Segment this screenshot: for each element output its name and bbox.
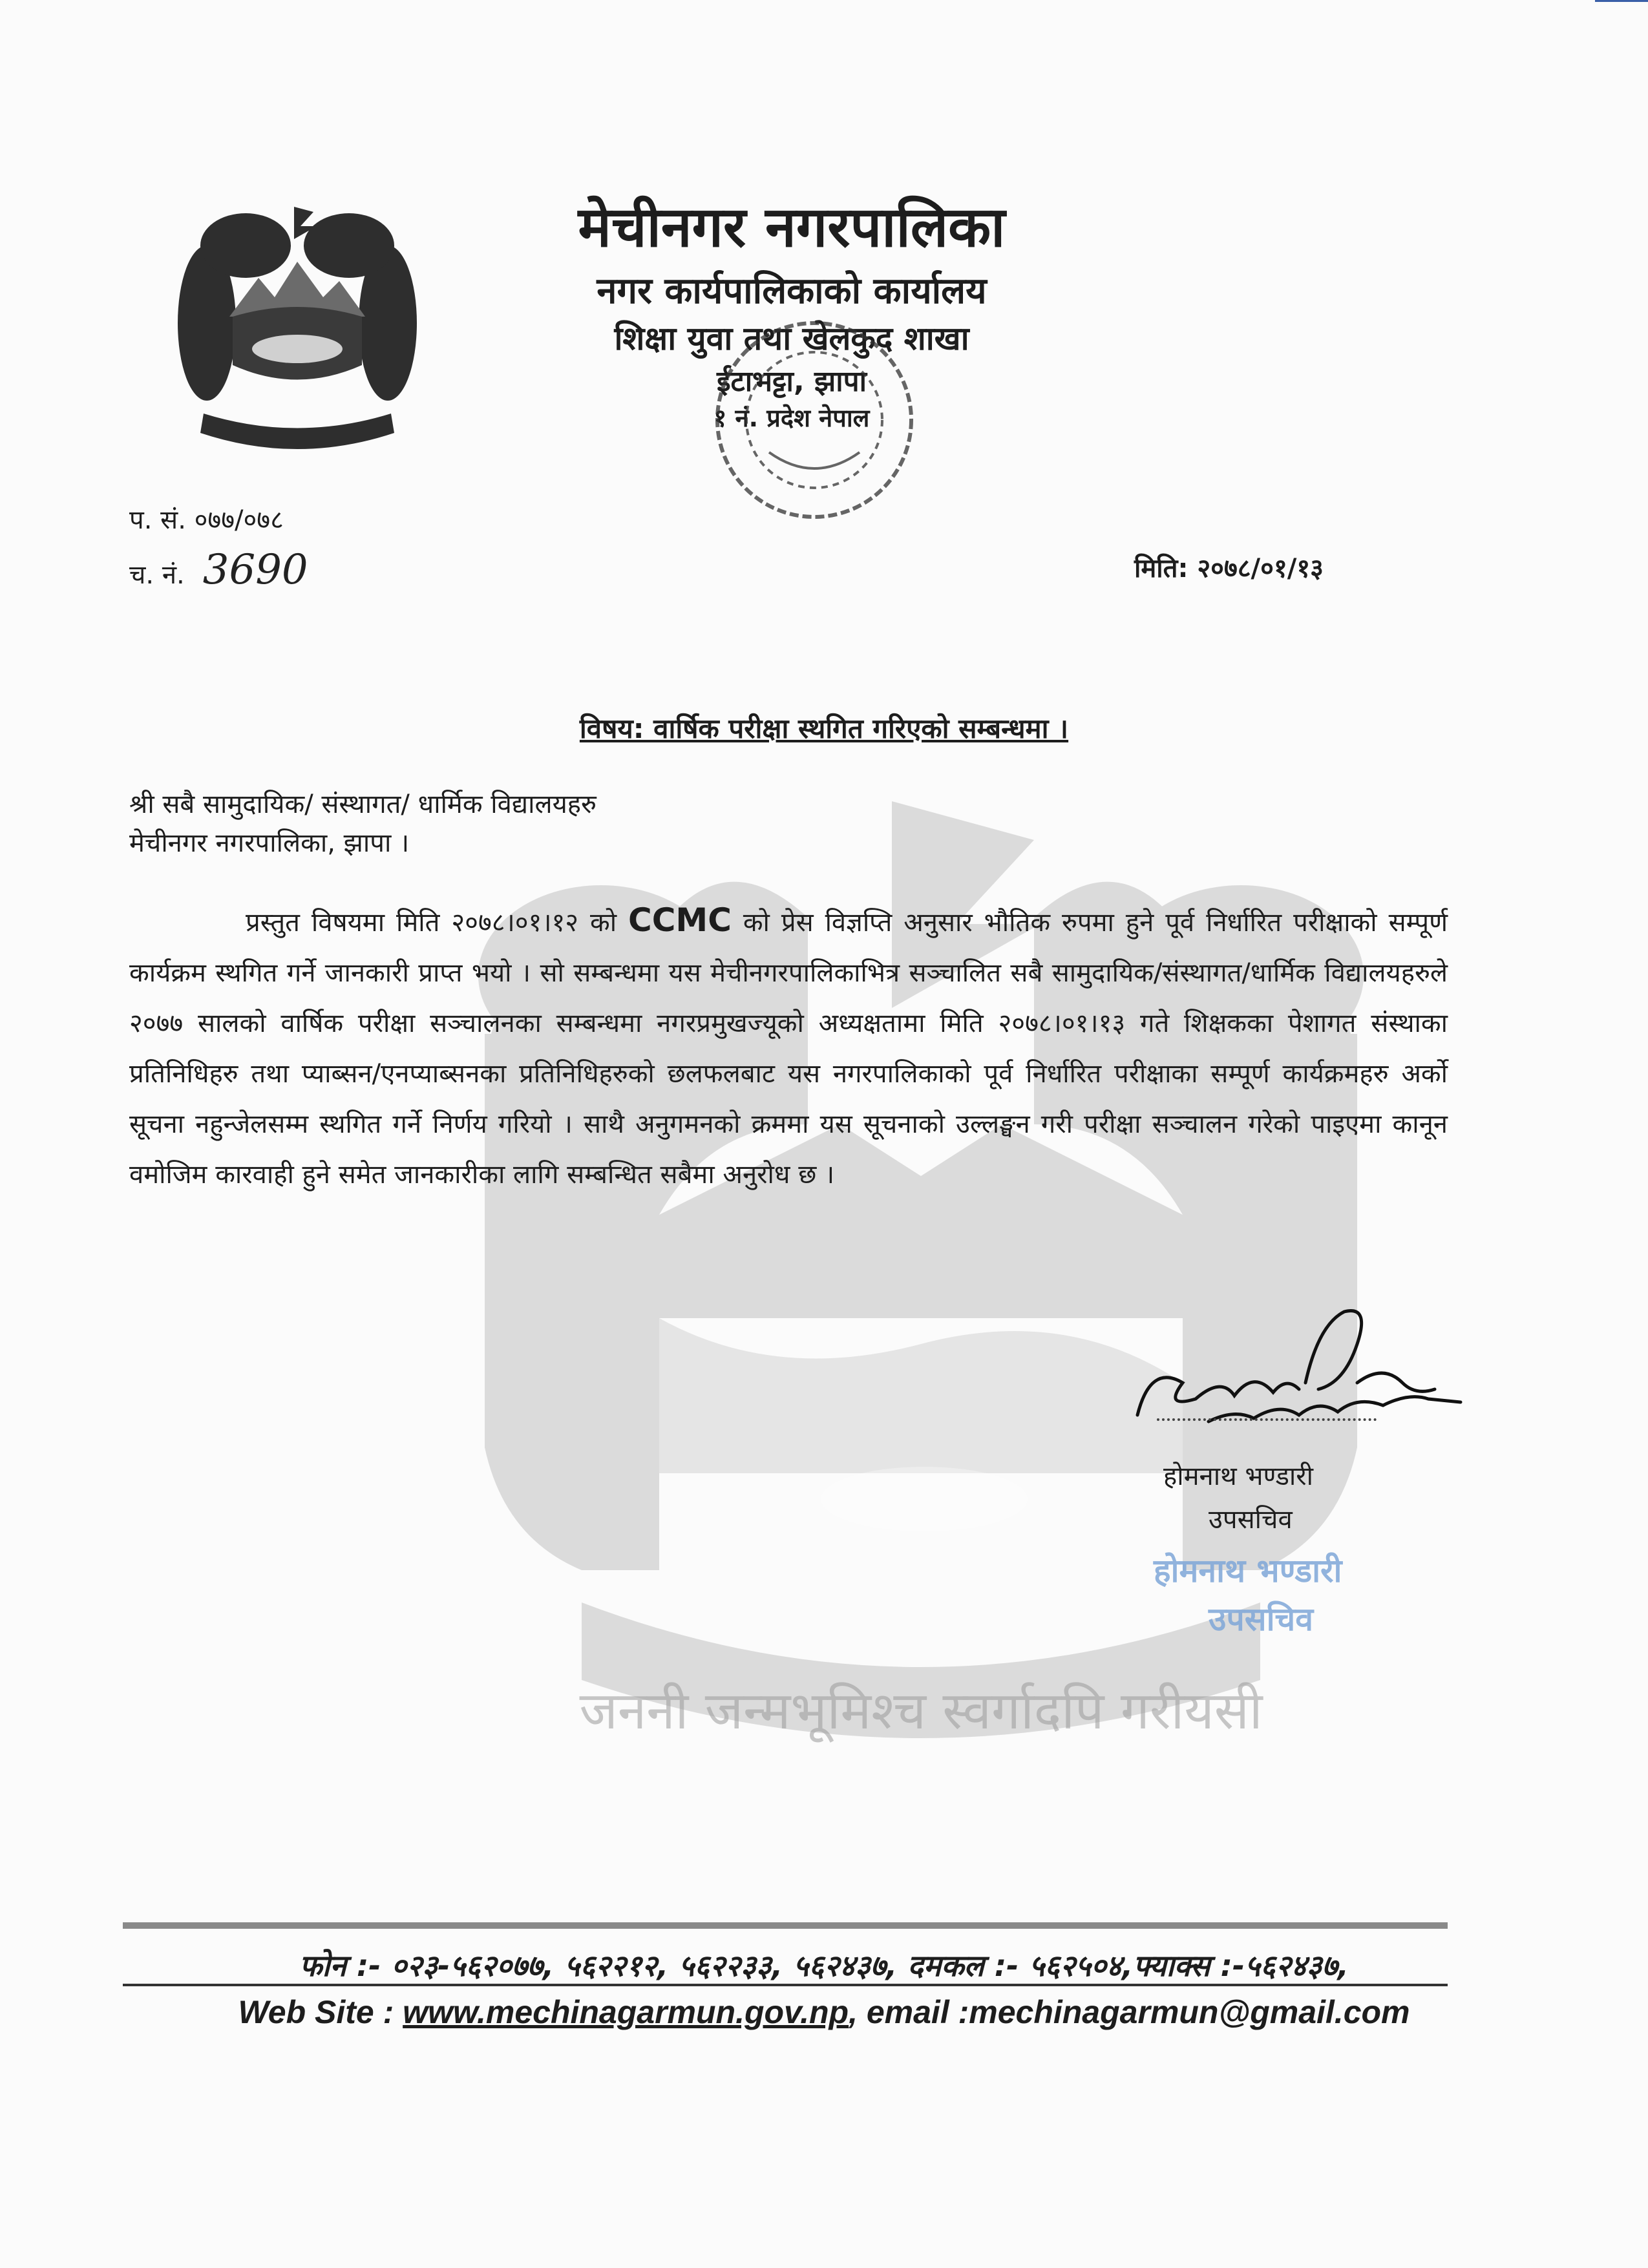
addressee-line-2: मेचीनगर नगरपालिका, झापा । xyxy=(129,828,410,858)
signatory-title: उपसचिव xyxy=(1209,1505,1293,1535)
office-name: नगर कार्यपालिकाको कार्यालय xyxy=(597,270,987,312)
body-part-1: प्रस्तुत विषयमा मिति २०७८।०१।१२ को xyxy=(246,908,629,938)
dispatch-label: च. नं. xyxy=(129,560,185,590)
website-label: Web Site : xyxy=(238,1994,403,2030)
website-link[interactable]: www.mechinagarmun.gov.np xyxy=(403,1994,849,2030)
watermark-motto: जननी जन्मभूमिश्च स्वर्गादपि गरीयसी xyxy=(579,1681,1263,1741)
letter-date: मिति: २०७८/०१/१३ xyxy=(1134,554,1324,583)
office-location: ईटाभट्टा, झापा xyxy=(716,365,867,398)
signature-line xyxy=(1157,1418,1377,1421)
email-text: , email :mechinagarmun@gmail.com xyxy=(849,1994,1410,2030)
body-part-2: को प्रेस विज्ञप्ति अनुसार भौतिक रुपमा हुने पूर्व निर्धारित परीक्षाको सम्पूर्ण कार्यक्रम स्थगित गर्ने जानकारी प्राप्त भयो । सो सम्बन्धमा यस मेचीनगरपालिकाभित्र सञ्चालित सबै सामुदायिक/संस्थागत/धार्मिक विद्यालयहरुले २०७७ सालको वार्षिक परीक्षा सञ्चालनका सम्बन्धमा नगरप्रमुखज्यूको अध्यक्षतामा मिति २०७८।०१।१३ गते शिक्षकका पेशागत संस्थाका प्रतिनिधिहरु तथा प्याब्सन/एनप्याब्सनका प्रतिनिधिहरुको छलफलबाट यस नगरपालिकाको पूर्व निर्धारित परीक्षाका सम्पूर्ण कार्यक्रमहरु अर्को सूचना नहुन्जेलसम्म स्थगित गर्ने निर्णय गरियो । साथै अनुगमनको क्रममा यस सूचनाको उल्लङ्घन गरी परीक्षा सञ्चालन गरेको पाइएमा कानून वमोजिम कारवाही हुने समेत जानकारीका लागि सम्बन्धित सबैमा अनुरोध छ । xyxy=(129,908,1448,1190)
office-seal-stamp xyxy=(698,304,931,536)
province-name: १ नं. प्रदेश नेपाल xyxy=(713,404,870,432)
section-name: शिक्षा युवा तथा खेलकुद शाखा xyxy=(614,320,969,357)
title-stamp: उपसचिव xyxy=(1209,1601,1314,1638)
footer-phone: फोन :- ०२३-५६२०७७, ५६२२१२, ५६२२३३, ५६२४३७, दमकल :- ५६२५०४,फ्याक्स :-५६२४३७, xyxy=(299,1948,1349,1983)
handwritten-signature xyxy=(1125,1286,1486,1454)
letter-body xyxy=(129,895,1448,1200)
letter-subject: विषय: वार्षिक परीक्षा स्थगित गरिएको सम्बन्धमा । xyxy=(579,713,1069,744)
edge-line xyxy=(1595,0,1648,2)
signatory-name: होमनाथ भण्डारी xyxy=(1163,1462,1313,1491)
municipality-title: मेचीनगर नगरपालिका xyxy=(578,195,1006,260)
footer-contact xyxy=(0,1993,1648,2031)
reference-number: प. सं. ०७७/०७८ xyxy=(129,505,284,535)
addressee-line-1: श्री सबै सामुदायिक/ संस्थागत/ धार्मिक विद्यालयहरु xyxy=(129,790,597,819)
dispatch-number: 3690 xyxy=(202,546,308,594)
footer-divider-bottom xyxy=(123,1984,1448,1986)
body-ccmc: CCMC xyxy=(628,901,732,939)
dispatch-number-row xyxy=(129,546,308,594)
footer-divider-top xyxy=(123,1922,1448,1929)
name-stamp: होमनाथ भण्डारी xyxy=(1154,1552,1342,1590)
